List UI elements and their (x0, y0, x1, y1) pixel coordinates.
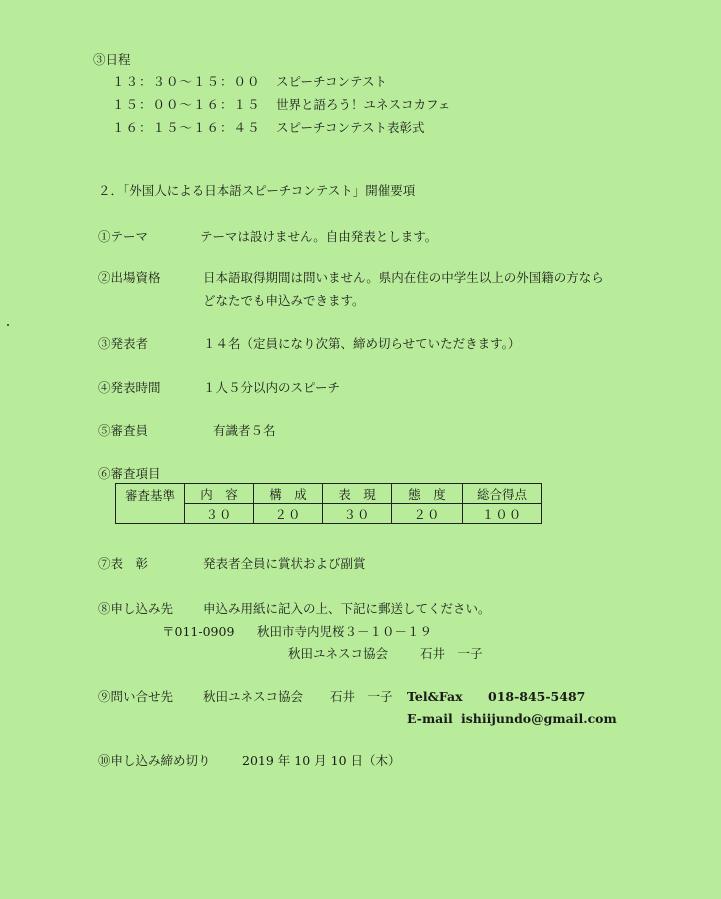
criteria-header-total: 総合得点 (463, 484, 542, 504)
contact-email: ishiijundo@gmail.com (461, 711, 617, 726)
criteria-header-expression: 表 現 (323, 484, 392, 504)
contact-label: ⑨問い合せ先 (98, 689, 174, 704)
duration-label: ④発表時間 (98, 380, 161, 395)
awards-label: ⑦表 彰 (98, 556, 149, 571)
judges-value: 有識者５名 (213, 423, 276, 438)
presenters-value: １４名（定員になり次第、締め切らせていただきます。） (203, 336, 521, 351)
theme-value: テーマは設けません。自由発表とします。 (200, 229, 438, 244)
presenters-label: ③発表者 (98, 336, 149, 351)
application-value: 申込み用紙に記入の上、下記に郵送してください。 (203, 601, 491, 616)
contact-tel: 018-845-5487 (488, 689, 586, 704)
schedule-heading: ③日程 (93, 52, 131, 67)
eligibility-label: ②出場資格 (98, 270, 161, 285)
awards-value: 発表者全員に賞状および副賞 (203, 556, 366, 571)
criteria-header-structure: 構 成 (254, 484, 323, 504)
application-person: 石井 一子 (420, 646, 483, 661)
schedule-time-2: １５：００～１６：１５ (112, 97, 261, 112)
application-postal: 〒011-0909 (162, 624, 235, 639)
eligibility-line1: 日本語取得期間は問いません。県内在住の中学生以上の外国籍の方なら (203, 270, 604, 285)
criteria-points-structure: ２０ (254, 504, 323, 524)
contact-org: 秋田ユネスコ協会 (203, 689, 304, 704)
application-label: ⑧申し込み先 (98, 601, 174, 616)
application-org: 秋田ユネスコ協会 (288, 646, 389, 661)
deadline-label: ⑩申し込み締め切り (98, 753, 211, 768)
criteria-points-total: １００ (463, 504, 542, 524)
criteria-header-standard: 審査基準 (116, 484, 185, 524)
deadline-value: 2019 年 10 月 10 日（木） (242, 753, 401, 768)
criteria-table (115, 483, 542, 524)
eligibility-line2: どなたでも申込みできます。 (203, 293, 365, 308)
schedule-event-2: 世界と語ろう！ユネスコカフェ (276, 97, 451, 112)
section-title: ２．「外国人による日本語スピーチコンテスト」開催要項 (98, 183, 416, 198)
criteria-label: ⑥審査項目 (98, 466, 161, 481)
contact-email-label: E-mail (407, 711, 453, 726)
criteria-points-expression: ３０ (323, 504, 392, 524)
schedule-event-1: スピーチコンテスト (276, 74, 388, 89)
theme-label: ①テーマ (98, 229, 149, 244)
judges-label: ⑤審査員 (98, 423, 149, 438)
criteria-header-content: 内 容 (185, 484, 254, 504)
duration-value: １人５分以内のスピーチ (203, 380, 341, 395)
contact-tel-label: Tel&Fax (407, 689, 463, 704)
speck (7, 324, 9, 326)
schedule-time-3: １６：１５～１６：４５ (112, 120, 261, 135)
contact-person: 石井 一子 (330, 689, 393, 704)
criteria-header-attitude: 態 度 (392, 484, 463, 504)
criteria-points-content: ３０ (185, 504, 254, 524)
schedule-time-1: １３：３０～１５：００ (112, 74, 261, 89)
schedule-event-3: スピーチコンテスト表彰式 (276, 120, 425, 135)
application-address: 秋田市寺内児桜３－１０－１９ (257, 624, 433, 639)
criteria-points-attitude: ２０ (392, 504, 463, 524)
criteria-header-row (116, 484, 542, 504)
